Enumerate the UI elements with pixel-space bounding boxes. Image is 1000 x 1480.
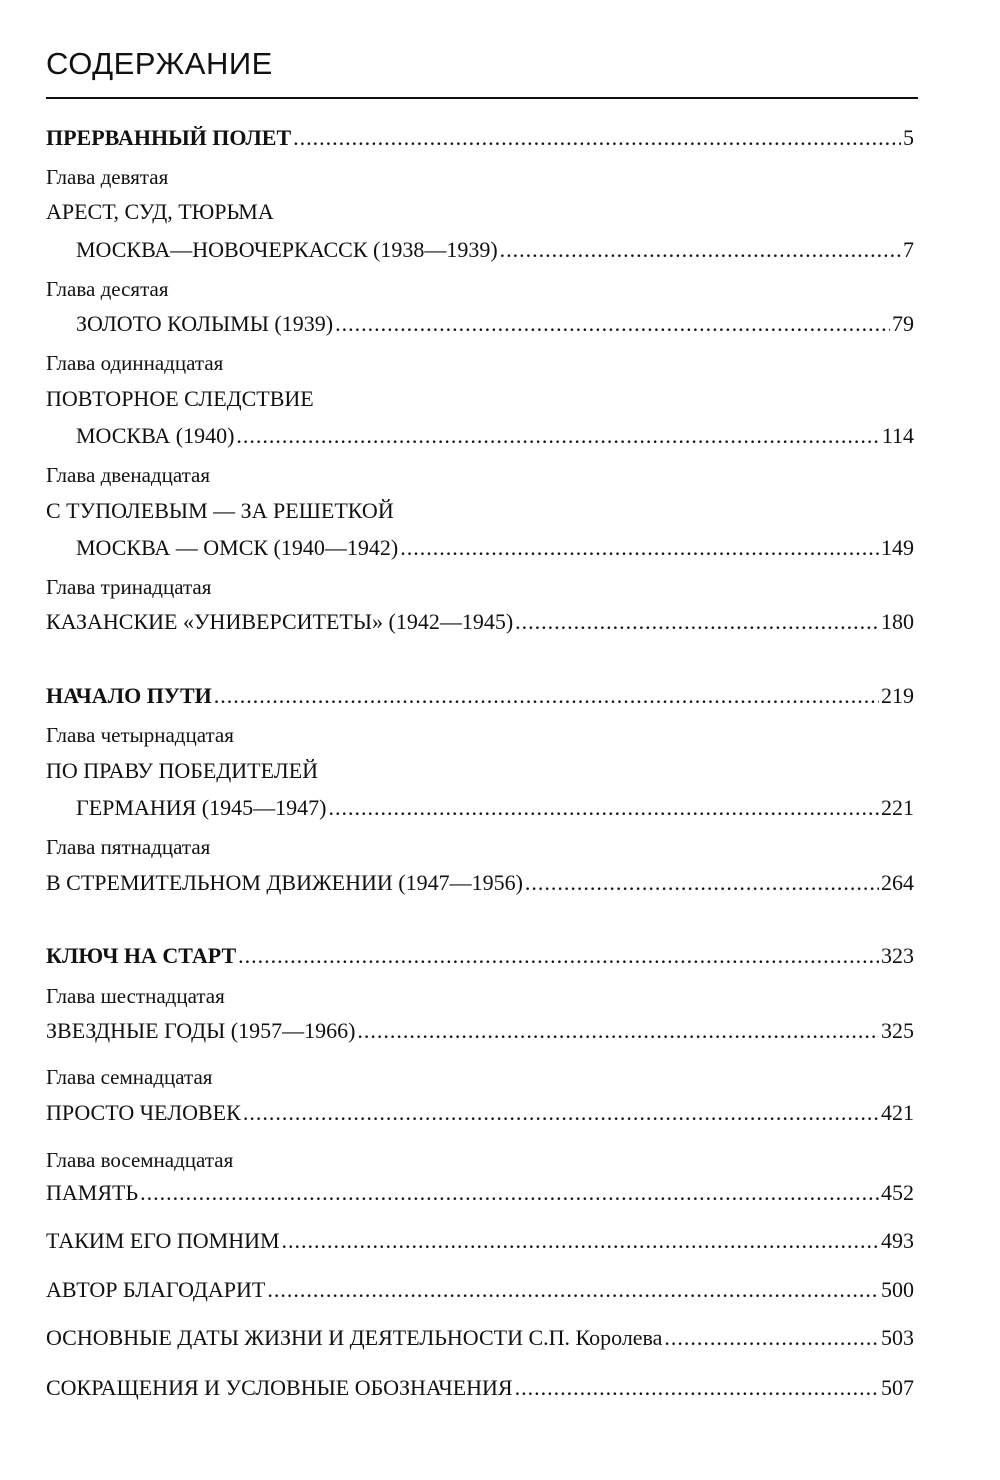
chapter-number: Глава одиннадцатая [46,351,224,375]
toc-entry[interactable] [46,1227,914,1255]
toc-entry[interactable] [46,1324,914,1352]
part-title: КЛЮЧ НА СТАРТ [46,943,237,968]
dot-leader [515,608,879,636]
entry-title: МОСКВА — ОМСК (1940—1942) [76,535,399,560]
toc-entry[interactable] [46,608,914,636]
chapter-number: Глава девятая [46,165,169,189]
page-number: 149 [881,535,914,560]
page-number: 421 [881,1100,914,1125]
entry-title: ЗОЛОТО КОЛЫМЫ (1939) [76,311,334,336]
toc-entry[interactable] [46,1017,914,1045]
part-title: НАЧАЛО ПУТИ [46,683,212,708]
dot-leader [267,1276,879,1304]
toc-entry[interactable] [76,310,914,338]
dot-leader [282,1227,879,1255]
toc-entry[interactable] [76,794,914,822]
dot-leader [238,942,879,970]
dot-leader [400,534,879,562]
dot-leader [328,794,879,822]
page-number: 325 [881,1018,914,1043]
chapter-heading: ПОВТОРНОЕ СЛЕДСТВИЕ [46,386,314,411]
toc-part-entry[interactable] [46,682,914,710]
chapter-number: Глава шестнадцатая [46,984,225,1008]
chapter-number: Глава тринадцатая [46,575,212,599]
entry-title: МОСКВА (1940) [76,423,235,448]
dot-leader [500,236,901,264]
chapter-number: Глава четырнадцатая [46,723,234,747]
toc-entry[interactable] [76,236,914,264]
entry-title: КАЗАНСКИЕ «УНИВЕРСИТЕТЫ» (1942—1945) [46,609,514,634]
dot-leader [515,1374,879,1402]
toc-entry[interactable] [76,534,914,562]
dot-leader [293,124,901,152]
chapter-number: Глава двенадцатая [46,463,211,487]
entry-title: ТАКИМ ЕГО ПОМНИМ [46,1228,280,1253]
entry-title: МОСКВА—НОВОЧЕРКАСCК (1938—1939) [76,237,498,262]
page-number: 264 [881,870,914,895]
entry-title: ГЕРМАНИЯ (1945—1947) [76,795,327,820]
chapter-heading: АРЕСТ, СУД, ТЮРЬМА [46,199,274,224]
toc-entry[interactable] [46,869,914,897]
page-number: 7 [903,237,914,262]
page-number: 114 [881,423,914,448]
toc-part-entry[interactable] [46,942,914,970]
page-number: 503 [881,1325,914,1350]
entry-title: В СТРЕМИТЕЛЬНОМ ДВИЖЕНИИ (1947—1956) [46,870,523,895]
toc-entry[interactable] [46,1179,914,1207]
entry-title: СОКРАЩЕНИЯ И УСЛОВНЫЕ ОБОЗНАЧЕНИЯ [46,1375,513,1400]
toc-part-entry[interactable] [46,124,914,152]
toc-entry[interactable] [46,1099,914,1127]
entry-title: ПАМЯТЬ [46,1180,139,1205]
page-number: 500 [881,1277,914,1302]
chapter-number: Глава семнадцатая [46,1065,213,1089]
dot-leader [214,682,879,710]
dot-leader [335,310,890,338]
chapter-number: Глава десятая [46,277,169,301]
toc-entry[interactable] [76,422,914,450]
page-number: 5 [903,125,914,150]
dot-leader [243,1099,879,1127]
entry-title: ПРОСТО ЧЕЛОВЕК [46,1100,241,1125]
chapter-number: Глава восемнадцатая [46,1148,234,1172]
entry-title: АВТОР БЛАГОДАРИТ [46,1277,266,1302]
page-title: СОДЕРЖАНИЕ [46,46,273,81]
dot-leader [664,1324,879,1352]
page-number: 452 [881,1180,914,1205]
page-number: 507 [881,1375,914,1400]
title-divider [46,97,918,99]
page-number: 323 [881,943,914,968]
dot-leader [525,869,879,897]
entry-title: ОСНОВНЫЕ ДАТЫ ЖИЗНИ И ДЕЯТЕЛЬНОСТИ С.П. Королева [46,1325,663,1350]
toc-entry[interactable] [46,1276,914,1304]
dot-leader [357,1017,879,1045]
dot-leader [236,422,879,450]
chapter-number: Глава пятнадцатая [46,835,211,859]
page-number: 219 [881,683,914,708]
entry-title: ЗВЕЗДНЫЕ ГОДЫ (1957—1966) [46,1018,356,1043]
part-title: ПРЕРВАННЫЙ ПОЛЕТ [46,125,292,150]
page-number: 180 [881,609,914,634]
toc-entry[interactable] [46,1374,914,1402]
chapter-heading: ПО ПРАВУ ПОБЕДИТЕЛЕЙ [46,758,319,783]
page-number: 493 [881,1228,914,1253]
page-number: 79 [892,311,914,336]
dot-leader [140,1179,879,1207]
chapter-heading: С ТУПОЛЕВЫМ — ЗА РЕШЕТКОЙ [46,498,394,523]
page-number: 221 [881,795,914,820]
